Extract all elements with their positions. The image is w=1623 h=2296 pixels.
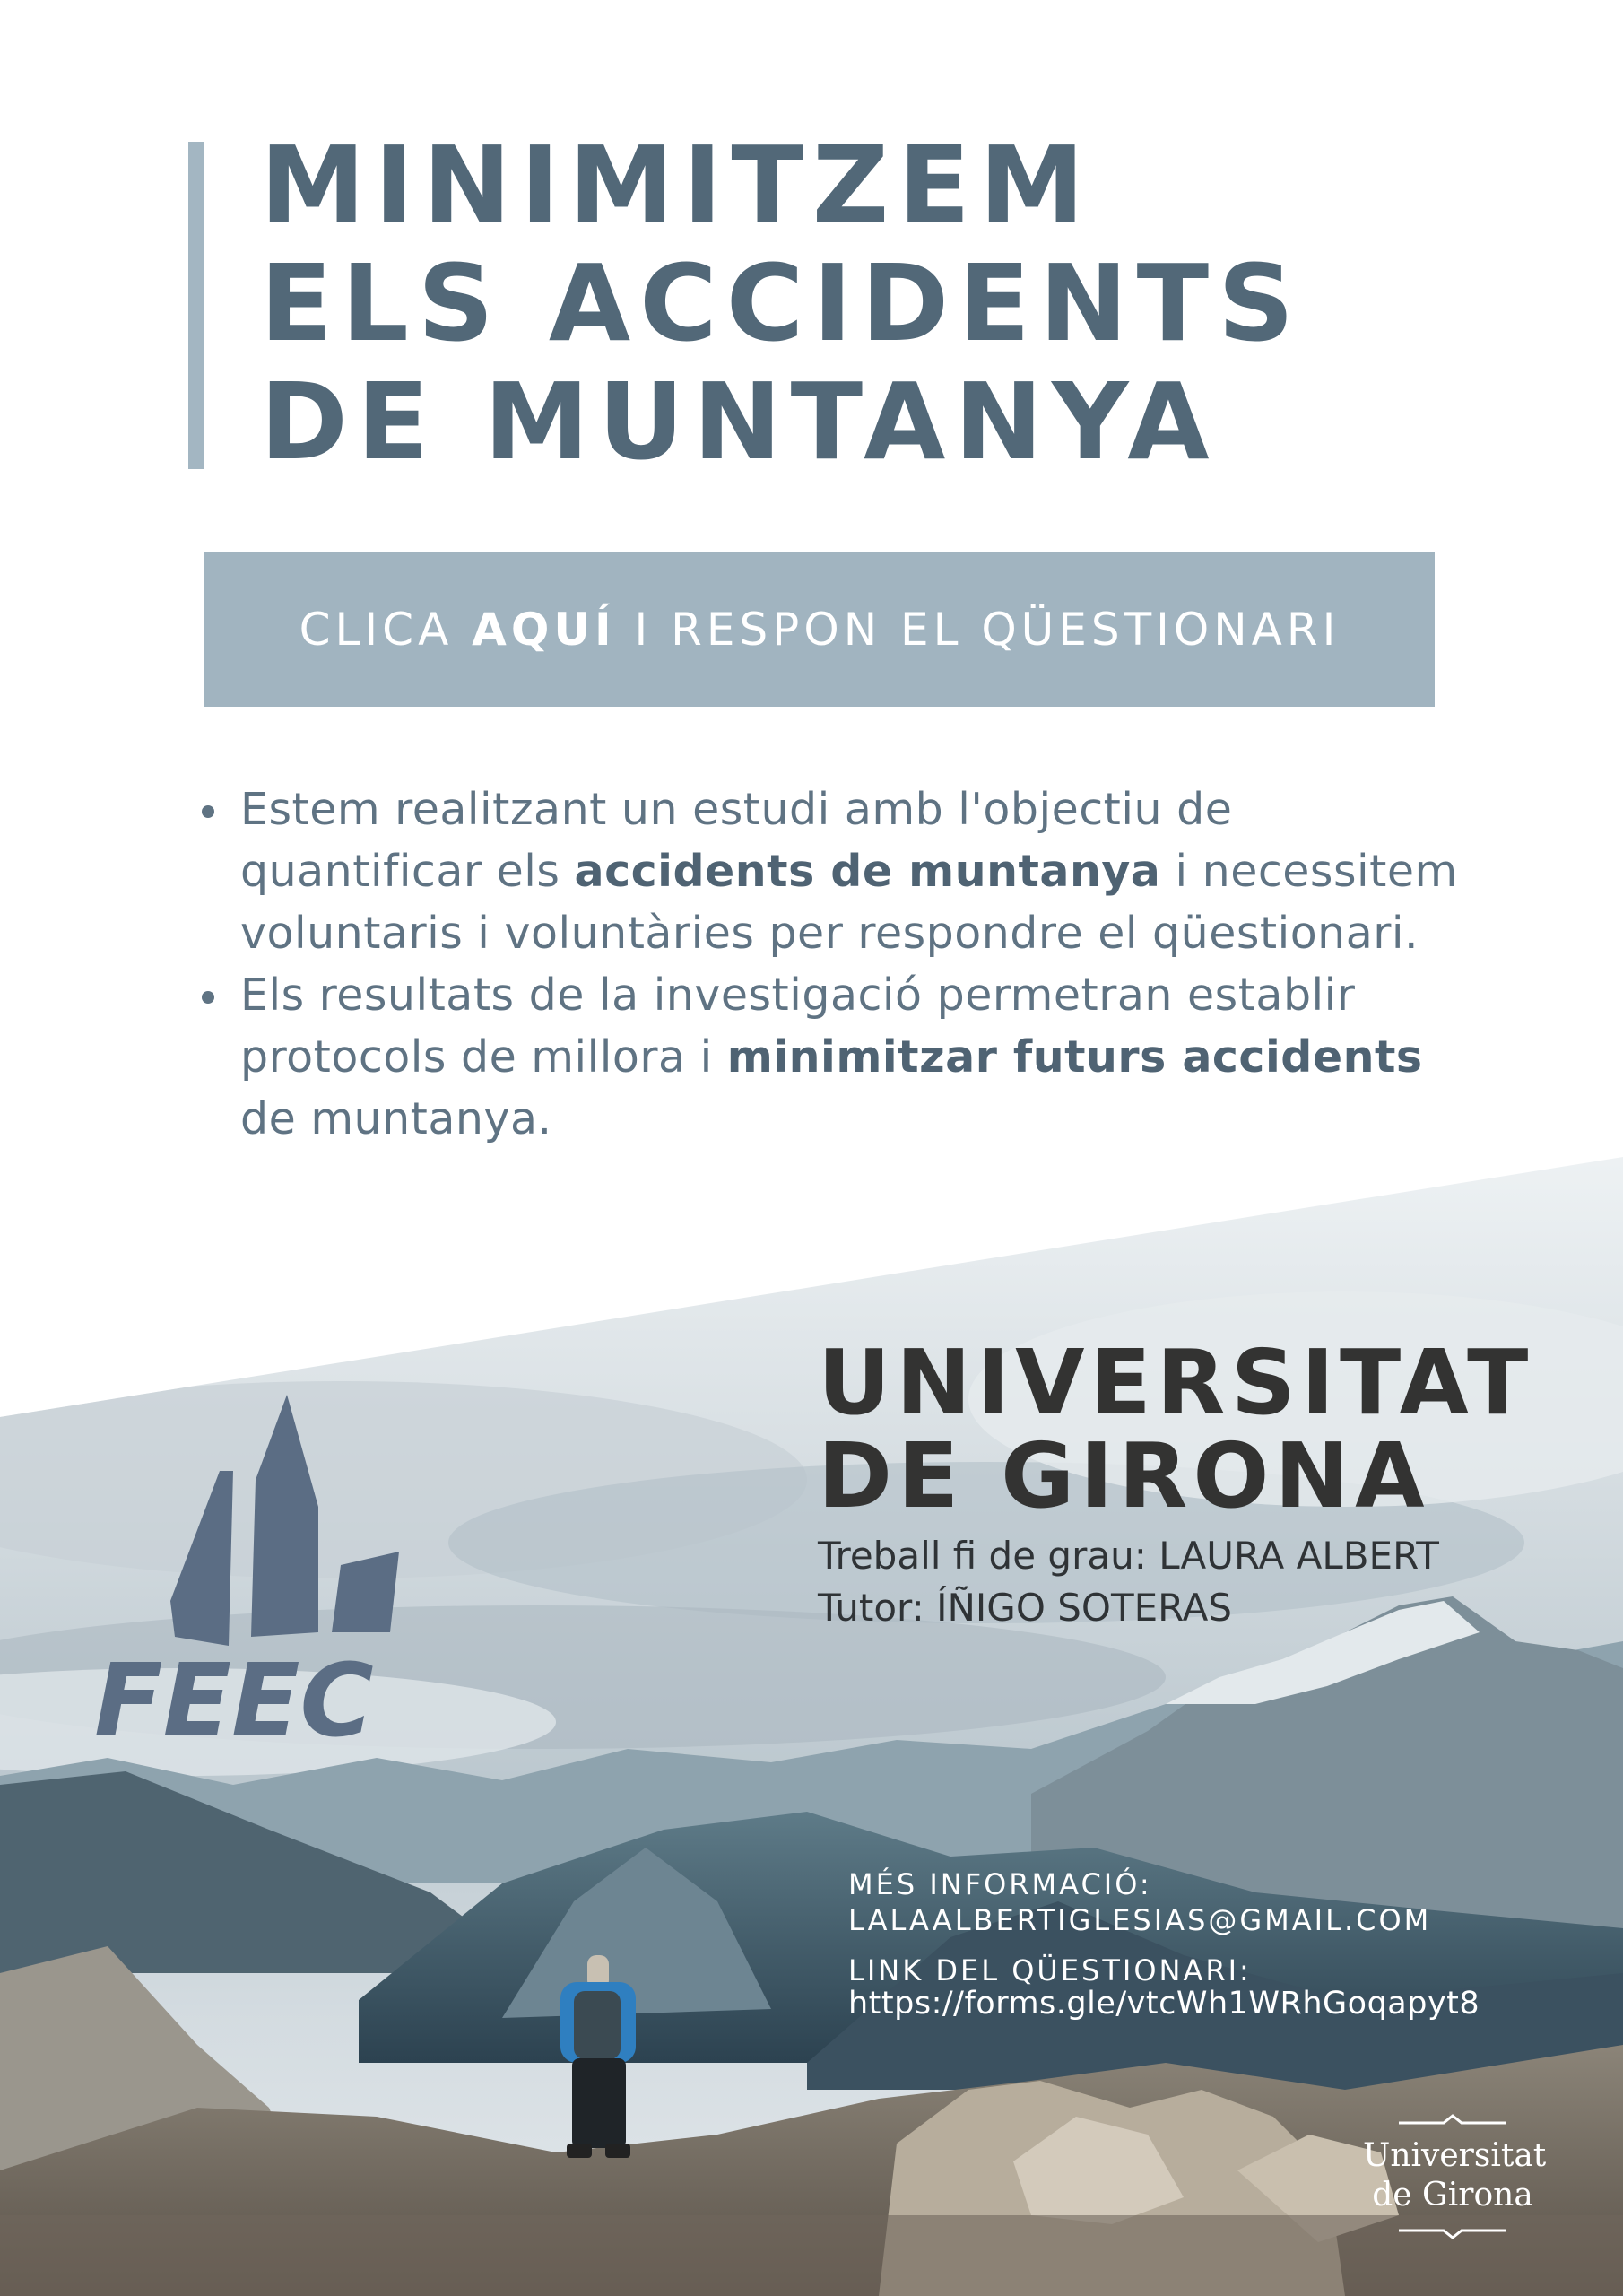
udg-logo: [1363, 2112, 1547, 2247]
cta-prefix: CLICA: [299, 604, 473, 656]
thesis-tutor: Tutor: ÍÑIGO SOTERAS: [818, 1586, 1233, 1630]
udg-logo-line-2: de Girona: [1372, 2177, 1533, 2213]
thesis-author: Treball fi de grau: LAURA ALBERT: [818, 1534, 1439, 1578]
title-line-2: ELS ACCIDENTS: [260, 241, 1304, 365]
bullet-study: [197, 778, 1471, 964]
bullet-1-text-b: i necessitem voluntaris i voluntàries per respondre el qüestionari.: [240, 846, 1458, 959]
university-line-1: UNIVERSITAT: [818, 1330, 1534, 1435]
bullet-2-bold: minimitzar futurs accidents: [726, 1031, 1423, 1083]
more-info-label: MÉS INFORMACIÓ:: [848, 1867, 1152, 1901]
bullet-1-text-a: Estem realitzant un estudi amb l'objectiu de quantificar els: [240, 784, 1233, 897]
feec-logo: [85, 1390, 408, 1749]
bullet-results: [197, 964, 1471, 1150]
cta-suffix: I RESPON EL QÜESTIONARI: [615, 604, 1341, 656]
bullet-2-text-a: Els resultats de la investigació permetran establir protocols de millora i: [240, 970, 1356, 1083]
title-line-1: MINIMITZEM: [260, 123, 1094, 247]
poster-title: [260, 123, 1304, 483]
questionnaire-link-label: LINK DEL QÜESTIONARI:: [848, 1953, 1252, 1987]
title-line-3: DE MUNTANYA: [260, 360, 1219, 483]
udg-logo-line-1: Universitat: [1363, 2137, 1547, 2174]
cta-emphasis: AQUÍ: [472, 604, 616, 656]
feec-logo-text: FEEC: [94, 1643, 374, 1749]
university-title: [818, 1330, 1534, 1528]
bullet-2-text-b: de muntanya.: [240, 1093, 552, 1144]
questionnaire-cta-button[interactable]: [204, 552, 1435, 707]
title-accent-bar: [188, 142, 204, 469]
bullet-1-bold: accidents de muntanya: [574, 846, 1161, 897]
info-bullet-list: [197, 778, 1471, 1150]
contact-email-link[interactable]: LALAALBERTIGLESIAS@GMAIL.COM: [848, 1903, 1432, 1937]
university-line-2: DE GIRONA: [818, 1423, 1430, 1528]
questionnaire-url-link[interactable]: https://forms.gle/vtcWh1WRhGoqapyt8: [848, 1986, 1480, 2022]
